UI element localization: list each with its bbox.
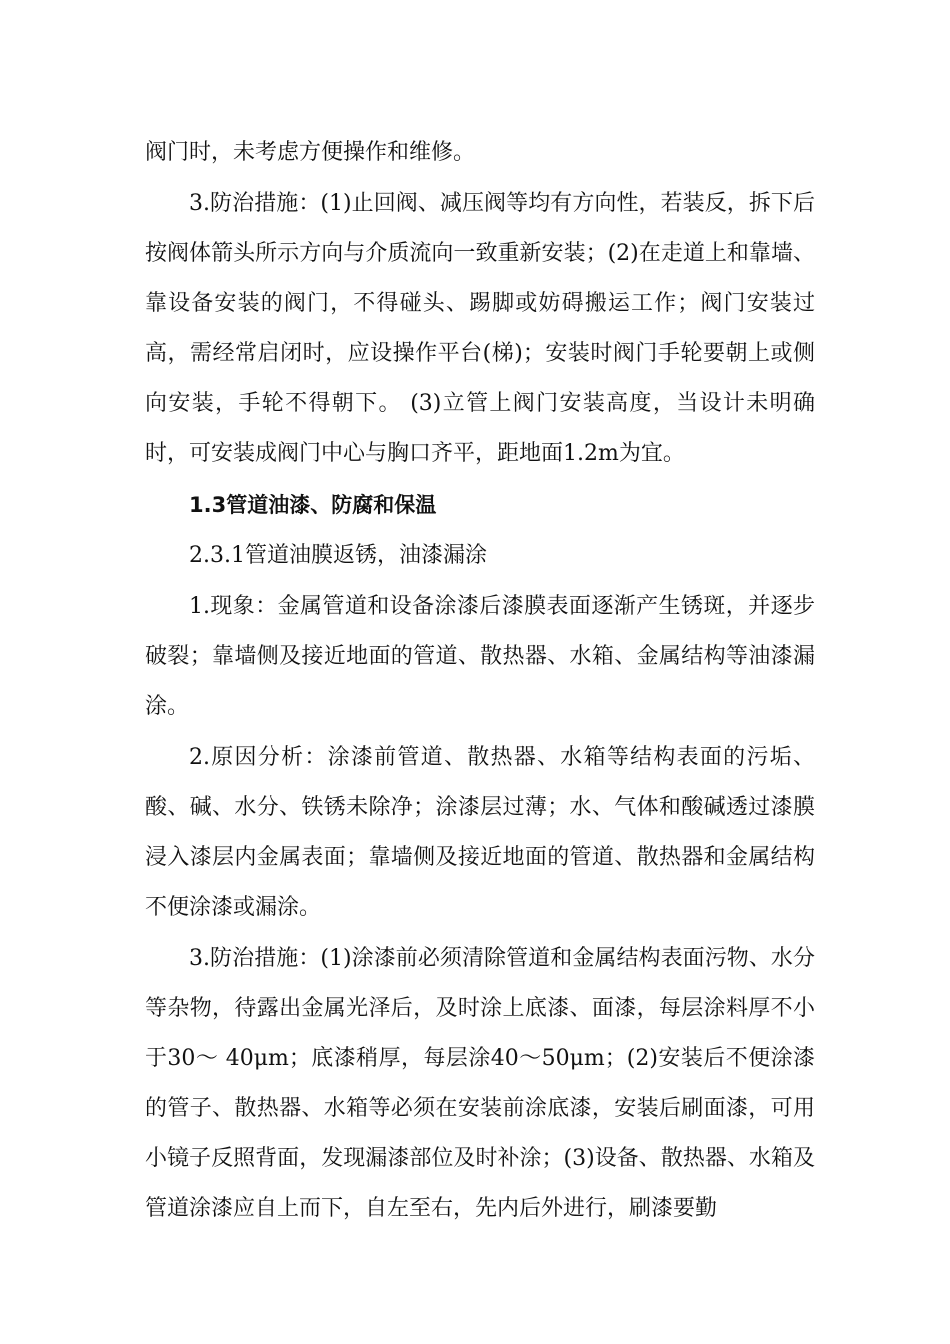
section-heading-painting-anticorrosion-insulation: 1.3管道油漆、防腐和保温 [189,493,437,517]
subsection-heading-rust-and-missed-paint: 2.3.1管道油膜返锈，油漆漏涂 [189,543,487,568]
paragraph-cause-analysis: 2.原因分析：涂漆前管道、散热器、水箱等结构表面的污垢、酸、碱、水分、铁锈未除净；涂漆层过薄；水、气体和酸碱透过漆膜浸入漆层内金属表面；靠墙侧及接近地面的管道、散热器和金属结构不便涂漆或漏涂。 [145,745,815,920]
paragraph-valve-continuation: 阀门时，未考虑方便操作和维修。 [145,140,476,165]
paragraph-paint-prevention-measures: 3.防治措施：(1)涂漆前必须清除管道和金属结构表面污物、水分等杂物，待露出金属光泽后，及时涂上底漆、面漆，每层涂料厚不小于30～ 40μm；底漆稍厚，每层涂40～50μm；(2)安装后不便涂漆的管子、散热器、水箱等必须在安装前涂底漆，安装后刷面漆，可用小镜子反照背面，发现漏漆部位及时补涂；(3)设备、散热器、水箱及管道涂漆应自上而下，自左至右，先内后外进行，刷漆要勤 [145,946,815,1221]
document-body [145,128,815,1235]
paragraph-phenomenon: 1.现象：金属管道和设备涂漆后漆膜表面逐渐产生锈斑，并逐步破裂；靠墙侧及接近地面的管道、散热器、水箱、金属结构等油漆漏涂。 [145,594,815,719]
paragraph-valve-prevention-measures: 3.防治措施：(1)止回阀、减压阀等均有方向性，若装反，拆下后按阀体箭头所示方向与介质流向一致重新安装；(2)在走道上和靠墙、靠设备安装的阀门，不得碰头、踢脚或妨碍搬运工作；阀门安装过高，需经常启闭时，应设操作平台(梯)；安装时阀门手轮要朝上或侧向安装，手轮不得朝下。 (3)立管上阀门安装高度，当设计未明确时，可安装成阀门中心与胸口齐平，距地面1.2m为宜。 [145,191,815,466]
